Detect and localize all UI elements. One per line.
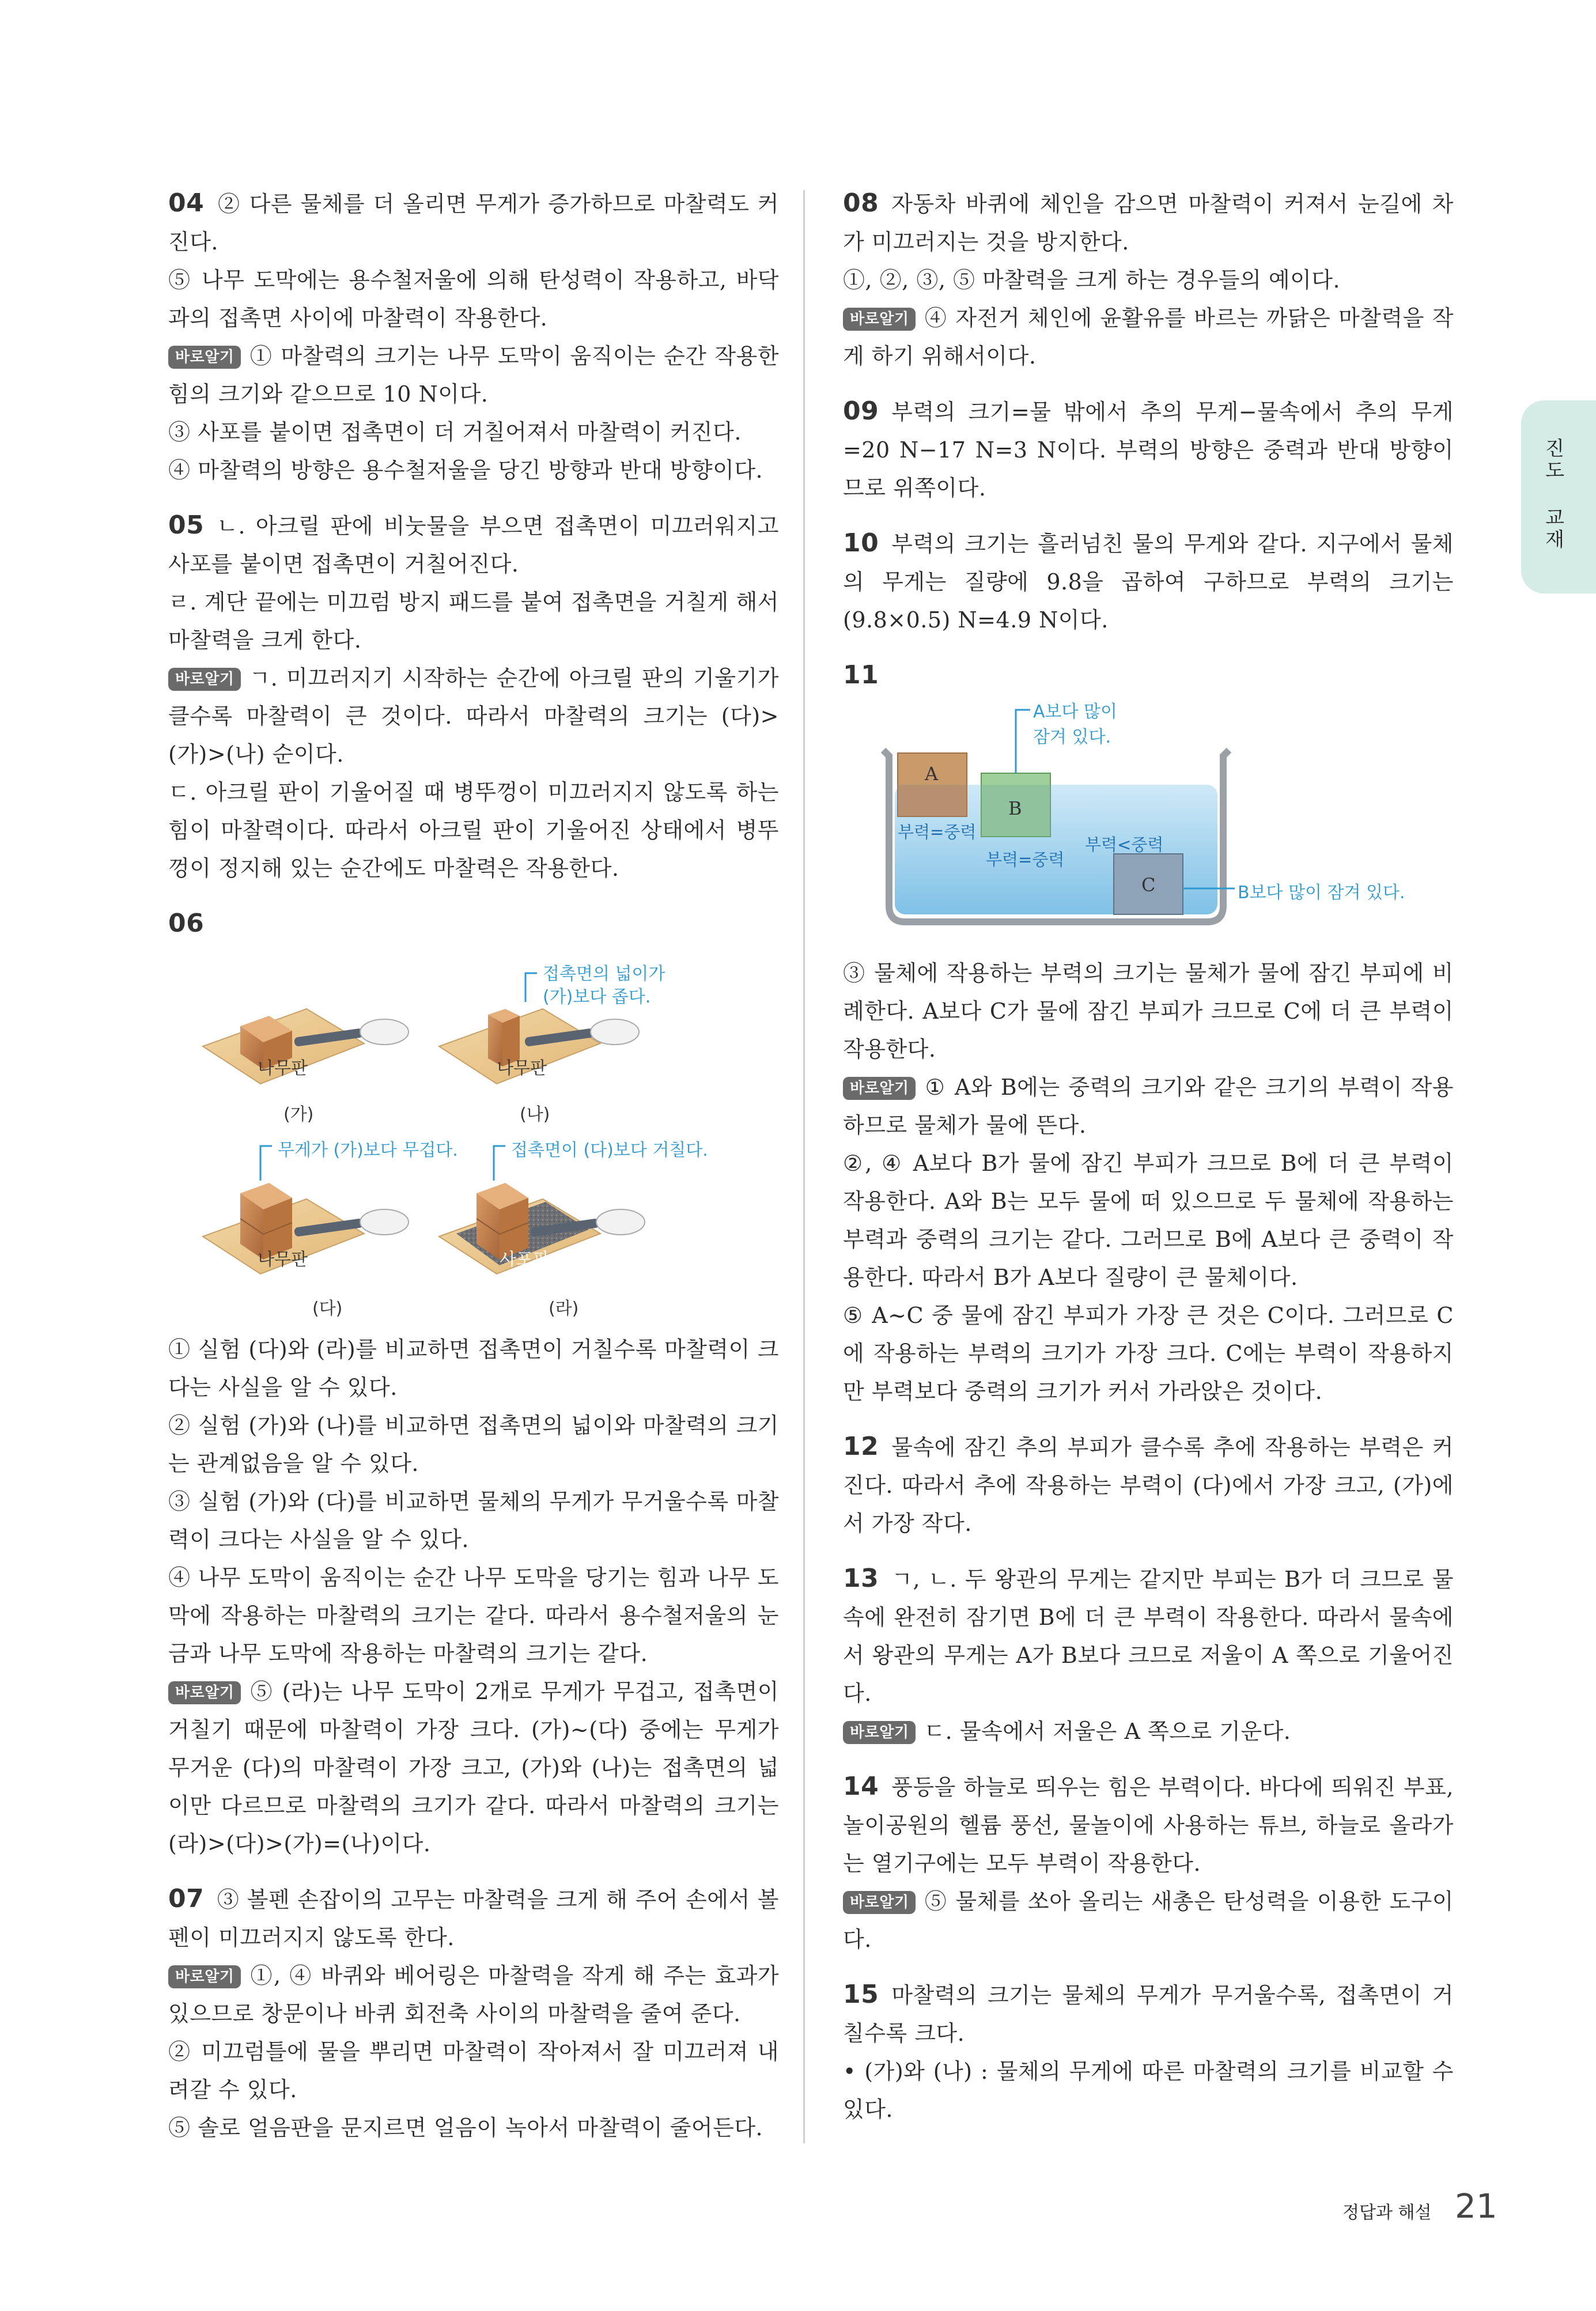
- board-label-ra: 사포판: [500, 1250, 550, 1270]
- note-c: B보다 많이 잠겨 있다.: [1238, 883, 1405, 903]
- caption-na: (나): [520, 1105, 550, 1125]
- caption-ra: (라): [549, 1299, 579, 1319]
- answer-07: 07 ③ 볼펜 손잡이의 고무는 마찰력을 크게 해 주어 손에서 볼펜이 미끄러지지 않도록 한다. 바로알기 ①, ④ 바퀴와 베어링은 마찰력을 작게 해 주는 효과가 있으므로 창문이나 바퀴 회전축 사이의 마찰력을 줄여 준다. ② 미끄럼틀에 물을 뿌리면 마찰력이 작아져서 잘 미끄러져 내려갈 수 있다. ⑤ 솔로 얼음판을 문지르면 얼음이 녹아서 마찰력이 줄어든다.: [168, 1884, 779, 2140]
- caption-da: (다): [312, 1299, 343, 1319]
- question-number: 05: [168, 510, 205, 540]
- question-number: 07: [168, 1884, 205, 1913]
- force-label-c: 부력<중력: [1085, 835, 1164, 854]
- question-number: 12: [843, 1432, 879, 1461]
- label-b: B: [1008, 797, 1022, 819]
- answer-12: 12 물속에 잠긴 추의 부피가 클수록 추에 작용하는 부력은 커진다. 따라서 추에 작용하는 부력이 (다)에서 가장 크고, (가)에서 가장 작다.: [843, 1432, 1454, 1536]
- board-label-da: 나무판: [258, 1250, 308, 1270]
- question-number: 13: [843, 1564, 879, 1593]
- answer-11: 11 A보다 많이 잠겨 있다. B보다 많이 잠겨 있다. A B C 부력=중력 부력=중력 부력<중력 ③ 물체에 작용하는 부력의 크기는 물체가 물에 잠긴 부피에 비례한다. A보다 C가 물에 잠긴 부피가 크므로 C에 더 큰 부력이 작용한다. 바로알기 ① A와 B에는 중력의 크기와 같은 크기의 부력이 작용하므로 물체가 물에 뜬다. ②, ④ A보다 B가 물에 잠긴 부피가 크므로 B에 더 큰 부력이 작용한다. A와 B는 모두 물에 떠 있으므로 두 물체에 작용하는 부력과 중력의 크기는 같다. 그러므로 B에 A보다 큰 중력이 작용한다. 따라서 B가 A보다 질량이 큰 물체이다. ⑤ A~C 중 물에 잠긴 부피가 가장 큰 것은 C이다. 그러므로 C에 작용하는 부력의 크기가 가장 크다. C에는 부력이 작용하지만 부력보다 중력의 크기가 커서 가라앉은 것이다.: [843, 660, 1454, 1404]
- answer-15: 15 마찰력의 크기는 물체의 무게가 무거울수록, 접촉면이 거칠수록 크다. • (가)와 (나) : 물체의 무게에 따른 마찰력의 크기를 비교할 수 있다.: [843, 1980, 1454, 2122]
- answer-05: 05 ㄴ. 아크릴 판에 비눗물을 부으면 접촉면이 미끄러워지고 사포를 붙이면 접촉면이 거칠어진다. ㄹ. 계단 끝에는 미끄럼 방지 패드를 붙여 접촉면을 거칠게 해서 마찰력을 크게 한다. 바로알기 ㄱ. 미끄러지기 시작하는 순간에 아크릴 판의 기울기가 클수록 마찰력이 큰 것이다. 따라서 마찰력의 크기는 (다)>(가)>(나) 순이다. ㄷ. 아크릴 판이 기울어질 때 병뚜껑이 미끄러지지 않도록 하는 힘이 마찰력이다. 따라서 아크릴 판이 기울어진 상태에서 병뚜껑이 정지해 있는 순간에도 마찰력은 작용한다.: [168, 510, 779, 881]
- answer-06: 06 접촉면의 넓이가 (가)보다 좁다. 무게가 (가)보다 무겁다. 접촉면이 (다)보다 거칠다. 나무판 나무판 나무판 사포판 (가) (나) (다) (라) ① 실험 (다)와 (라)를 비교하면 접촉면이 거칠수록 마찰력이 크다는 사실을 알 수 있다. ② 실험 (가)와 (나)를 비교하면 접촉면의 넓이와 마찰력의 크기는 관계없음을 알 수 있다. ③ 실험 (가)와 (다)를 비교하면 물체의 무게가 무거울수록 마찰력이 크다는 사실을 알 수 있다. ④ 나무 도막이 움직이는 순간 나무 도막을 당기는 힘과 나무 도막에 작용하는 마찰력의 크기는 같다. 따라서 용수철저울의 눈금과 나무 도막에 작용하는 마찰력의 크기는 같다. 바로알기 ⑤ (라)는 나무 도막이 2개로 무게가 무겁고, 접촉면이 거칠기 때문에 마찰력이 가장 크다. (가)~(다) 중에는 무게가 무거운 (다)의 마찰력이 가장 크고, (가)와 (나)는 접촉면의 넓이만 다르므로 마찰력의 크기가 같다. 따라서 마찰력의 크기는 (라)>(다)>(가)=(나)이다.: [168, 909, 779, 1856]
- question-number: 09: [843, 396, 879, 426]
- footer-label: 정답과 해설: [1342, 2203, 1432, 2223]
- note-ra: 접촉면이 (다)보다 거칠다.: [511, 1140, 708, 1160]
- correction-badge: 바로알기: [843, 1077, 916, 1100]
- answer-14: 14 풍등을 하늘로 띄우는 힘은 부력이다. 바다에 띄워진 부표, 놀이공원의 헬륨 풍선, 물놀이에 사용하는 튜브, 하늘로 올라가는 열기구에는 모두 부력이 작용한다. 바로알기 ⑤ 물체를 쏘아 올리는 새총은 탄성력을 이용한 도구이다.: [843, 1772, 1454, 1952]
- question-number: 08: [843, 188, 879, 218]
- correction-badge: 바로알기: [168, 668, 241, 691]
- board-label-ga: 나무판: [258, 1058, 308, 1079]
- note-b: A보다 많이 잠겨 있다.: [1033, 702, 1117, 747]
- answer-10: 10 부력의 크기는 흘러넘친 물의 무게와 같다. 지구에서 물체의 무게는 질량에 9.8을 곱하여 구하므로 부력의 크기는 (9.8×0.5) N=4.9 N이다.: [843, 528, 1454, 633]
- force-label-a: 부력=중력: [898, 822, 977, 842]
- question-number: 10: [843, 528, 879, 558]
- label-a: A: [925, 763, 939, 785]
- correction-badge: 바로알기: [843, 1891, 916, 1914]
- label-c: C: [1141, 874, 1156, 896]
- answer-09: 09 부력의 크기=물 밖에서 추의 무게−물속에서 추의 무게=20 N−17 N=3 N이다. 부력의 방향은 중력과 반대 방향이므로 위쪽이다.: [843, 396, 1454, 501]
- question-number: 04: [168, 188, 205, 218]
- correction-badge: 바로알기: [168, 346, 241, 369]
- buoyancy-figure: [843, 698, 1442, 940]
- question-number: 15: [843, 1980, 879, 2009]
- page-number: 21: [1455, 2187, 1497, 2226]
- caption-ga: (가): [283, 1105, 314, 1125]
- question-number: 11: [843, 660, 879, 690]
- right-column: [843, 184, 1454, 2146]
- side-tab-label: 진도 교재: [1541, 438, 1564, 551]
- left-column: [168, 184, 779, 2164]
- friction-experiment-figure: [168, 951, 756, 1320]
- force-label-b: 부력=중력: [986, 850, 1065, 869]
- note-na: 접촉면의 넓이가 (가)보다 좁다.: [543, 964, 665, 1007]
- answer-08: 08 자동차 바퀴에 체인을 감으면 마찰력이 커져서 눈길에 차가 미끄러지는 것을 방지한다. ①, ②, ③, ⑤ 마찰력을 크게 하는 경우들의 예이다. 바로알기 ④ 자전거 체인에 윤활유를 바르는 까닭은 마찰력을 작게 하기 위해서이다.: [843, 188, 1454, 369]
- answer-13: 13 ㄱ, ㄴ. 두 왕관의 무게는 같지만 부피는 B가 더 크므로 물속에 완전히 잠기면 B에 더 큰 부력이 작용한다. 따라서 물속에서 왕관의 무게는 A가 B보다 크므로 저울이 A 쪽으로 기울어진다. 바로알기 ㄷ. 물속에서 저울은 A 쪽으로 기운다.: [843, 1564, 1454, 1744]
- question-number: 06: [168, 909, 205, 938]
- correction-badge: 바로알기: [168, 1681, 241, 1704]
- column-divider: [803, 190, 805, 2143]
- question-number: 14: [843, 1772, 879, 1801]
- correction-badge: 바로알기: [168, 1965, 241, 1988]
- correction-badge: 바로알기: [843, 308, 916, 331]
- note-da: 무게가 (가)보다 무겁다.: [278, 1140, 458, 1160]
- correction-badge: 바로알기: [843, 1721, 916, 1744]
- answer-04: 04 ② 다른 물체를 더 올리면 무게가 증가하므로 마찰력도 커진다. ⑤ 나무 도막에는 용수철저울에 의해 탄성력이 작용하고, 바닥과의 접촉면 사이에 마찰력이 작용한다. 바로알기 ① 마찰력의 크기는 나무 도막이 움직이는 순간 작용한 힘의 크기와 같으므로 10 N이다. ③ 사포를 붙이면 접촉면이 더 거칠어져서 마찰력이 커진다. ④ 마찰력의 방향은 용수철저울을 당긴 방향과 반대 방향이다.: [168, 188, 779, 483]
- board-label-na: 나무판: [497, 1058, 547, 1079]
